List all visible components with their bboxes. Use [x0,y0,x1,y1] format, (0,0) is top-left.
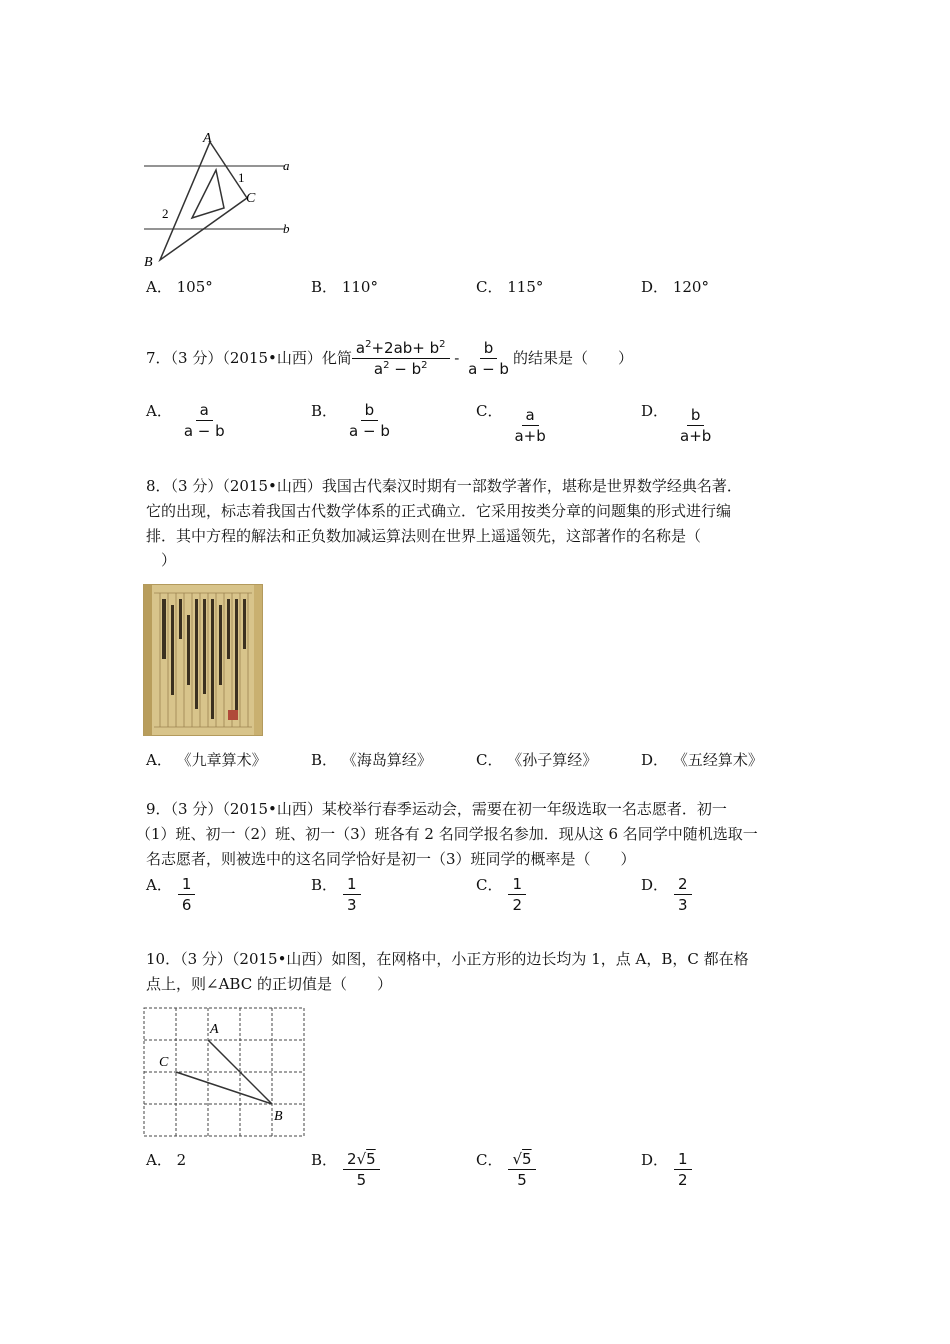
q10-option-b[interactable] [311,1149,380,1190]
option-letter: A． [146,1151,172,1169]
option-letter: B． [311,402,338,420]
option-letter: D． [641,402,669,420]
q7-option-d[interactable] [641,400,715,446]
label-angle-2: 2 [162,206,169,221]
label-angle-1: 1 [238,170,245,185]
q8-option-a[interactable] [146,749,267,771]
option-fraction: $\frac{b}{a+b}$ [680,406,712,445]
q7-fraction-1: $\frac{a^2+2ab+ b^2}{a^2 - b^2}$ [352,338,450,379]
option-fraction: $\frac{a}{a+b}$ [514,406,546,445]
label-A: A [203,131,212,146]
q8-line-1: 8．（3 分）（2015•山西）我国古代秦汉时期有一部数学著作，堪称是世界数学经典名著． [146,477,742,495]
option-letter: C． [476,278,503,296]
option-fraction: $\frac{1}{2}$ [674,1149,692,1190]
option-text: 《九章算术》 [176,751,267,769]
label-B: B [274,1109,283,1124]
option-letter: C． [476,402,503,420]
label-C: C [159,1055,169,1070]
q8-line-2: 它的出现，标志着我国古代数学体系的正式确立．它采用按类分章的问题集的形式进行编 [146,502,732,520]
option-letter: B． [311,751,338,769]
q9-option-a[interactable] [146,874,195,915]
option-fraction: $\frac{b}{a - b}$ [349,401,390,440]
option-letter: A． [146,751,172,769]
q10-line-1: 10．（3 分）（2015•山西）如图，在网格中，小正方形的边长均为 1，点 A，B，C 都在格 [146,950,749,968]
option-text: 110° [341,278,378,296]
q10-option-a[interactable] [146,1149,186,1171]
option-letter: C． [476,751,503,769]
q8-line-3: 排．其中方程的解法和正负数加减运算法则在世界上遥遥领先，这部著作的名称是（ [146,527,702,545]
q8-option-d[interactable] [641,749,763,771]
q7-suffix: 的结果是（ ） [512,349,633,367]
option-text: 105° [176,278,213,296]
option-fraction: $\frac{1}{3}$ [343,874,361,915]
q9-option-b[interactable] [311,874,361,915]
option-fraction: $\frac{√5}{5}$ [508,1149,535,1190]
option-text: 120° [672,278,709,296]
q7-minus: - [449,349,465,367]
label-B: B [144,255,153,270]
option-letter: D． [641,876,669,894]
option-letter: C． [476,1151,503,1169]
option-letter: B． [311,876,338,894]
q9-line-3: 名志愿者，则被选中的这名同学恰好是初一（3）班同学的概率是（ ） [146,850,636,868]
q8-line-4: ） [146,551,177,569]
option-text: 《海岛算经》 [341,751,432,769]
option-fraction: $\frac{2√5}{5}$ [343,1149,380,1190]
label-line-a: a [283,158,290,173]
label-A: A [210,1022,219,1037]
q7-option-b[interactable] [311,400,394,441]
q8-option-b[interactable] [311,749,432,771]
q8-option-c[interactable] [476,749,597,771]
q9-line-2: （1）班、初一（2）班、初一（3）班各有 2 名同学报名参加．现从这 6 名同学中随机选取一 [136,825,758,843]
option-text: 115° [507,278,544,296]
q6-option-c[interactable] [476,276,543,298]
option-fraction: $\frac{1}{6}$ [178,874,196,915]
option-text: 2 [176,1151,187,1169]
q6-option-d[interactable] [641,276,709,298]
q8-book-image [143,584,263,736]
option-letter: D． [641,751,669,769]
q10-grid-figure [142,1006,308,1138]
option-letter: B． [311,1151,338,1169]
option-letter: D． [641,1151,669,1169]
q9-option-d[interactable] [641,874,692,915]
q10-line-2: 点上，则∠ABC 的正切值是（ ） [146,975,392,993]
q7-prefix: 7．（3 分）（2015•山西）化简 [146,349,352,367]
option-fraction: $\frac{1}{2}$ [508,874,526,915]
option-letter: A． [146,402,172,420]
option-letter: B． [311,278,338,296]
q10-option-c[interactable] [476,1149,536,1190]
q6-option-b[interactable] [311,276,378,298]
option-letter: C． [476,876,503,894]
q9-option-c[interactable] [476,874,526,915]
option-letter: A． [146,876,172,894]
label-C: C [246,191,256,206]
q10-option-d[interactable] [641,1149,692,1190]
option-fraction: $\frac{2}{3}$ [674,874,692,915]
q9-line-1: 9．（3 分）（2015•山西）某校举行春季运动会，需要在初一年级选取一名志愿者．初一 [146,800,727,818]
option-letter: A． [146,278,172,296]
option-fraction: $\frac{a}{a - b}$ [183,401,225,440]
q7-option-c[interactable] [476,400,550,446]
q6-option-a[interactable] [146,276,213,298]
option-letter: D． [641,278,669,296]
label-line-b: b [283,221,290,236]
q7-option-a[interactable] [146,400,229,441]
q7-stem [146,338,633,379]
q6-figure [140,126,310,271]
option-text: 《孙子算经》 [507,751,598,769]
option-text: 《五经算术》 [672,751,763,769]
q7-fraction-2: $\frac{b}{a - b}$ [468,339,509,378]
